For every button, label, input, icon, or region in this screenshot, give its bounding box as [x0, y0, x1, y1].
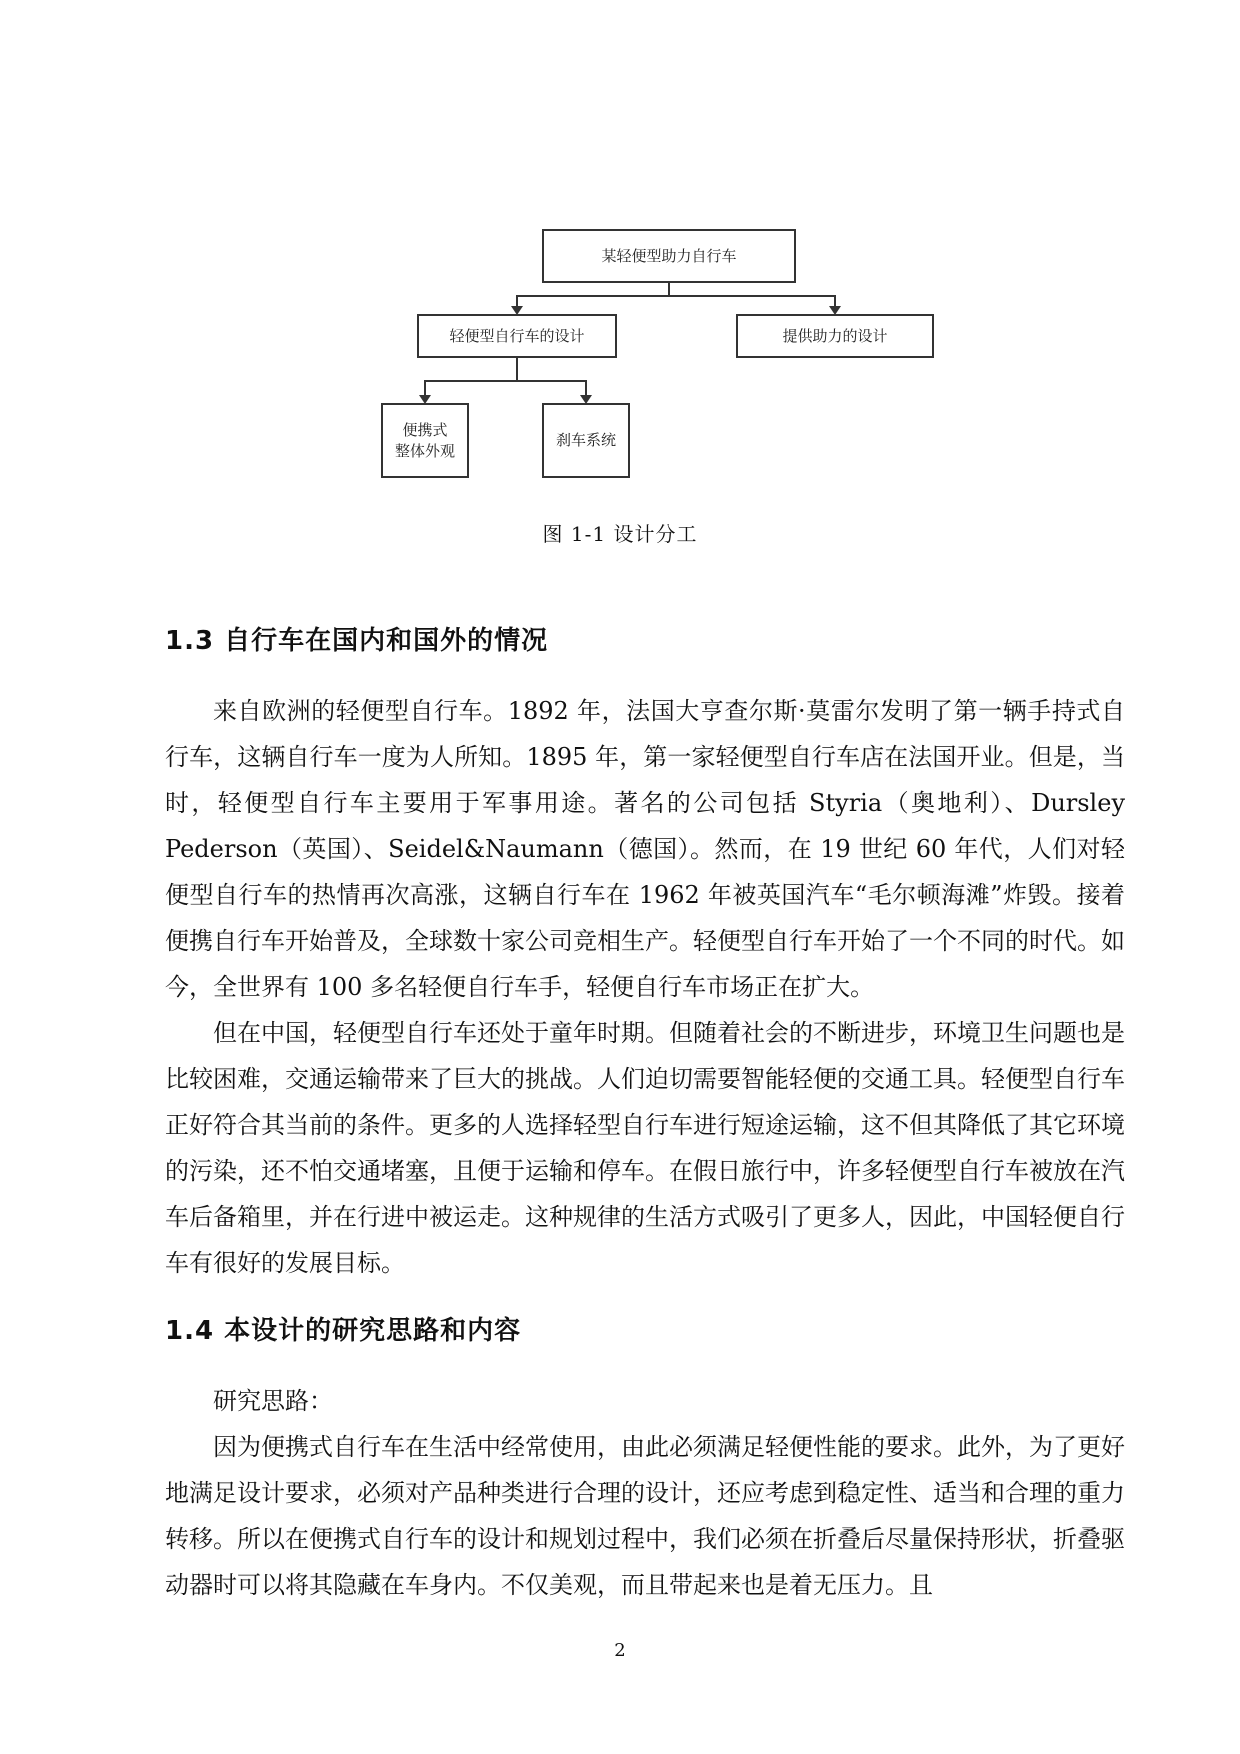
design-division-diagram	[0, 0, 1240, 520]
connector-left-2	[517, 381, 586, 397]
connector-root-right	[669, 296, 835, 308]
arrow-right	[829, 306, 841, 315]
section-1-4-heading: 1.4 本设计的研究思路和内容	[165, 1316, 522, 1346]
leaf1-label-line1: 便携式	[402, 421, 448, 439]
arrow-left	[511, 306, 523, 315]
right-label: 提供助力的设计	[782, 327, 888, 345]
leaf2-label: 刹车系统	[555, 431, 617, 449]
section-1-3-paragraph-2: 但在中国，轻便型自行车还处于童年时期。但随着社会的不断进步，环境卫生问题也是比较困难，交通运输带来了巨大的挑战。人们迫切需要智能轻便的交通工具。轻便型自行车正好符合其当前的条件。更多的人选择轻型自行车进行短途运输，这不但其降低了其它环境的污染，还不怕交通堵塞，且便于运输和停车。在假日旅行中，许多轻便型自行车被放在汽车后备箱里，并在行进中被运走。这种规律的生活方式吸引了更多人，因此，中国轻便自行车有很好的发展目标。	[165, 1019, 1125, 1277]
left-label: 轻便型自行车的设计	[449, 327, 585, 345]
section-1-3-heading: 1.3 自行车在国内和国外的情况	[165, 626, 549, 656]
leaf1-label-line2: 整体外观	[394, 442, 456, 460]
leaf1-box	[382, 404, 468, 477]
root-label: 某轻便型助力自行车	[601, 247, 737, 265]
arrow-leaf2	[580, 395, 592, 404]
section-1-3-paragraph-1: 来自欧洲的轻便型自行车。1892 年，法国大亨查尔斯·莫雷尔发明了第一辆手持式自行车，这辆自行车一度为人所知。1895 年，第一家轻便型自行车店在法国开业。但是，当时，轻便型自行车主要用于军事用途。著名的公司包括 Styria（奥地利）、Dursley Pederson（英国）、Seidel&Naumann（德国）。然而，在 19 世纪 60 年代，人们对轻便型自行车的热情再次高涨，这辆自行车在 1962 年被英国汽车“毛尔顿海滩”炸毁。接着便携自行车开始普及，全球数十家公司竞相生产。轻便型自行车开始了一个不同的时代。如今，全世界有 100 多名轻便自行车手，轻便自行车市场正在扩大。	[165, 697, 1125, 1001]
research-approach-label: 研究思路：	[213, 1387, 333, 1415]
arrow-leaf1	[419, 395, 431, 404]
connector-left	[425, 357, 517, 397]
figure-caption: 图 1-1 设计分工	[542, 522, 698, 546]
connector-root	[517, 282, 669, 308]
section-1-4-paragraph-1: 因为便携式自行车在生活中经常使用，由此必须满足轻便性能的要求。此外，为了更好地满足设计要求，必须对产品种类进行合理的设计，还应考虑到稳定性、适当和合理的重力转移。所以在便携式自行车的设计和规划过程中，我们必须在折叠后尽量保持形状，折叠驱动器时可以将其隐藏在车身内。不仅美观，而且带起来也是着无压力。且	[165, 1433, 1125, 1599]
page-number: 2	[614, 1640, 626, 1661]
